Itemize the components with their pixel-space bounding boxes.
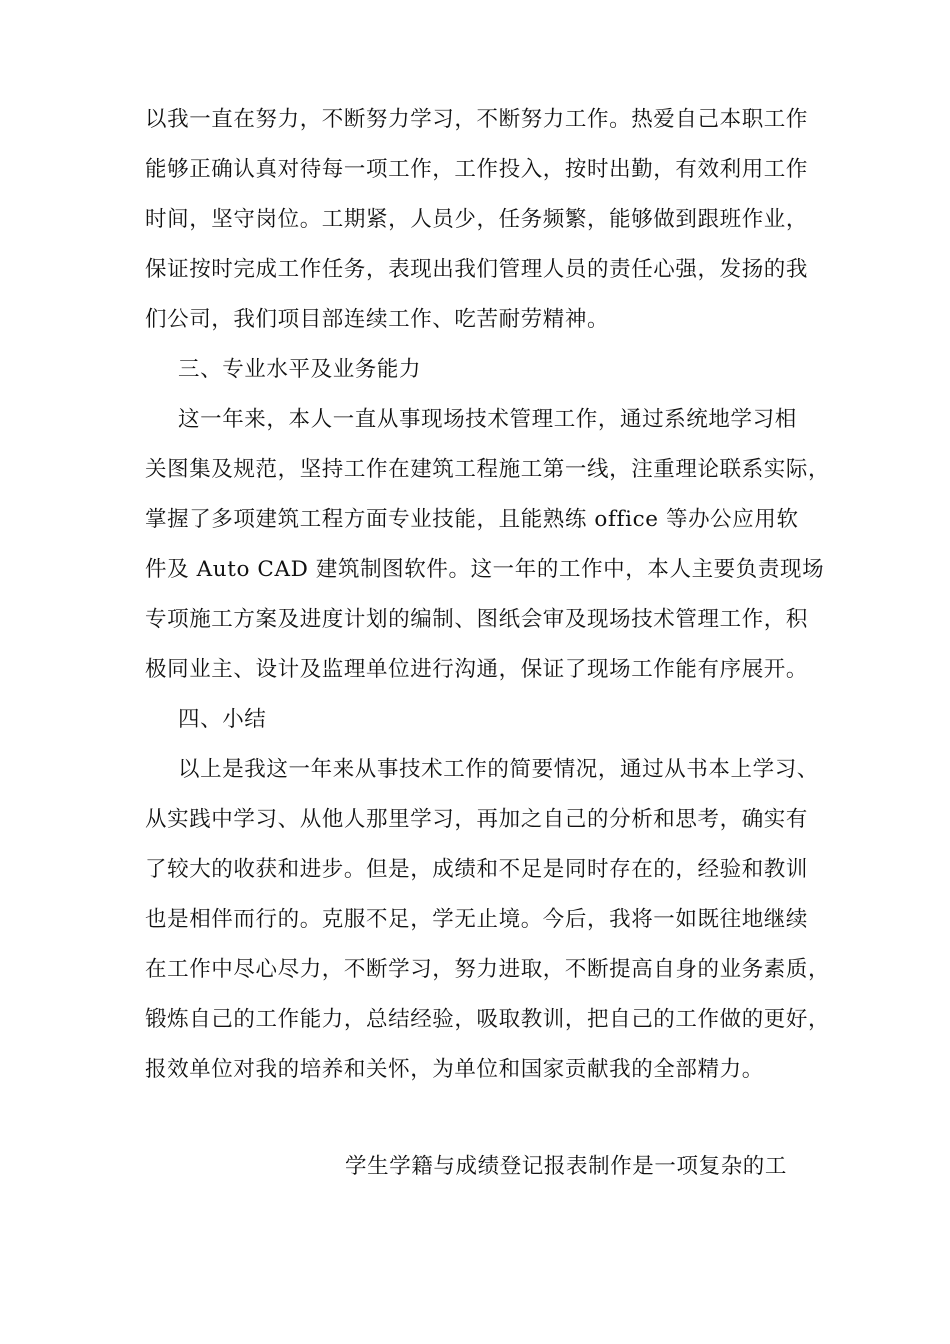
paragraph-line: 件及 Auto CAD 建筑制图软件。这一年的工作中，本人主要负责现场: [145, 557, 825, 582]
paragraph-line: 关图集及规范，坚持工作在建筑工程施工第一线，注重理论联系实际，: [145, 457, 831, 482]
paragraph-line: 极同业主、设计及监理单位进行沟通，保证了现场工作能有序展开。: [145, 657, 809, 682]
paragraph-line: 保证按时完成工作任务，表现出我们管理人员的责任心强，发扬的我: [145, 257, 809, 282]
paragraph-line: 了较大的收获和进步。但是，成绩和不足是同时存在的，经验和教训: [145, 857, 809, 882]
paragraph-line: 们公司，我们项目部连续工作、吃苦耐劳精神。: [145, 307, 610, 332]
paragraph-line: 在工作中尽心尽力，不断学习，努力进取，不断提高自身的业务素质，: [145, 957, 831, 982]
section-heading: 三、专业水平及业务能力: [178, 357, 422, 382]
paragraph-line: 专项施工方案及进度计划的编制、图纸会审及现场技术管理工作，积: [145, 607, 809, 632]
trailing-line: 学生学籍与成绩登记报表制作是一项复杂的工: [345, 1154, 788, 1179]
paragraph-line: 也是相伴而行的。克服不足，学无止境。今后，我将一如既往地继续: [145, 907, 809, 932]
paragraph-line: 这一年来，本人一直从事现场技术管理工作，通过系统地学习相: [178, 407, 797, 432]
paragraph-line: 以我一直在努力，不断努力学习，不断努力工作。热爱自己本职工作: [145, 107, 809, 132]
paragraph-line: 报效单位对我的培养和关怀，为单位和国家贡献我的全部精力。: [145, 1057, 764, 1082]
paragraph-line: 掌握了多项建筑工程方面专业技能，且能熟练 office 等办公应用软: [145, 507, 799, 532]
paragraph-line: 从实践中学习、从他人那里学习，再加之自己的分析和思考，确实有: [145, 807, 809, 832]
paragraph-line: 锻炼自己的工作能力，总结经验，吸取教训，把自己的工作做的更好，: [145, 1007, 831, 1032]
paragraph-line: 时间，坚守岗位。工期紧，人员少，任务频繁，能够做到跟班作业，: [145, 207, 809, 232]
section-heading: 四、小结: [178, 707, 267, 732]
paragraph-line: 能够正确认真对待每一项工作，工作投入，按时出勤，有效利用工作: [145, 157, 809, 182]
paragraph-line: 以上是我这一年来从事技术工作的简要情况，通过从书本上学习、: [178, 757, 819, 782]
